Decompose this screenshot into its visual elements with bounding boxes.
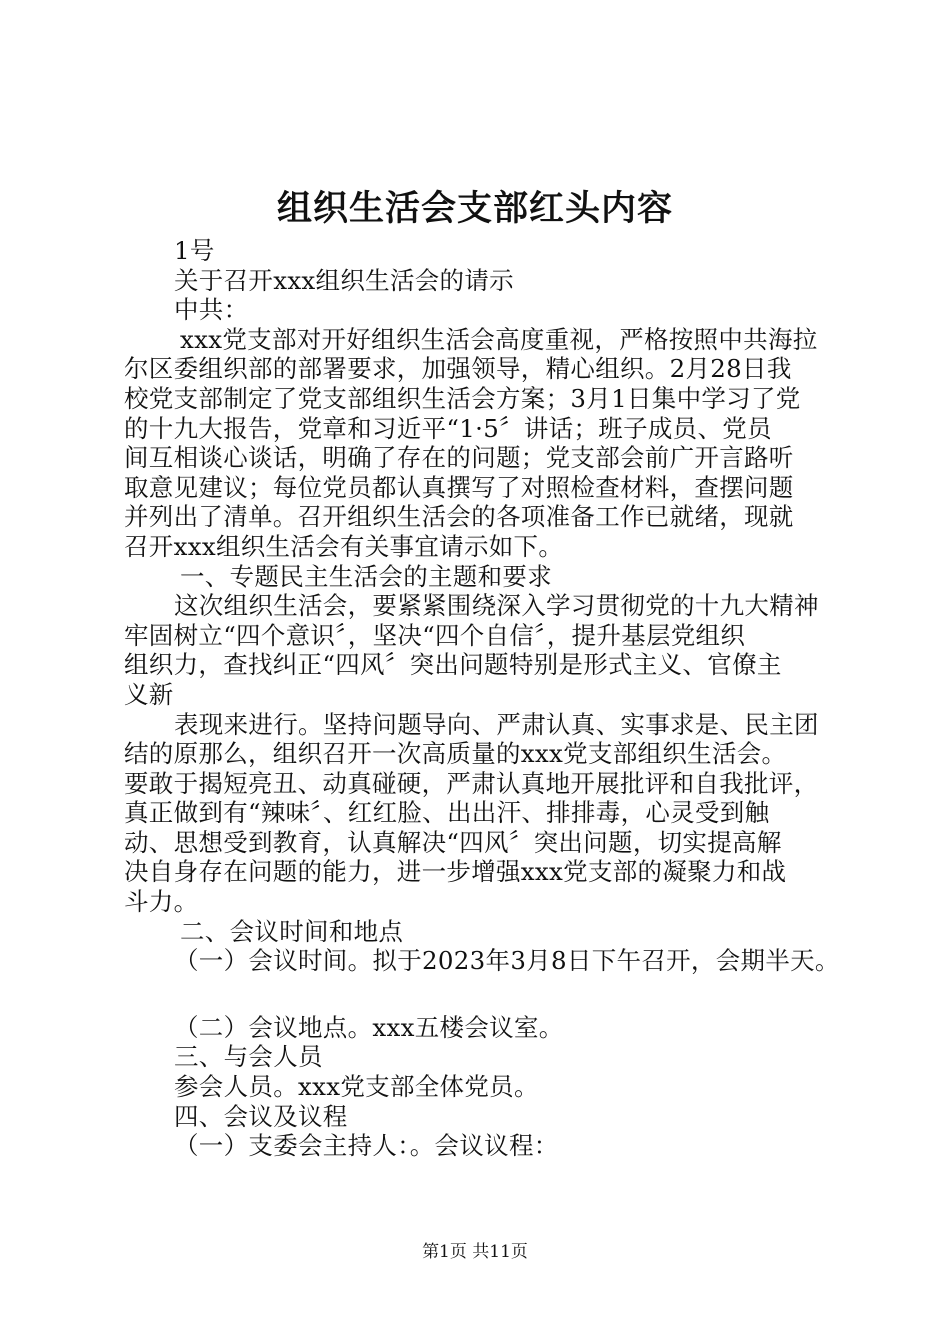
paragraph-line: 动、思想受到教育，认真解决“四风〞突出问题，切实提高解 — [124, 827, 782, 857]
paragraph-line: 斗力。 — [124, 887, 199, 917]
paragraph-line: 义新 — [124, 679, 174, 709]
paragraph-line: 真正做到有“辣味〞、红红脸、出出汗、排排毒，心灵受到触 — [124, 798, 770, 828]
meeting-place-item: （二）会议地点。xxx五楼会议室。 — [174, 1012, 564, 1042]
paragraph-line: 并列出了清单。召开组织生活会的各项准备工作已就绪，现就 — [124, 502, 794, 532]
page-number-footer: 第1页 共11页 — [422, 1242, 528, 1262]
document-title: 组织生活会支部红头内容 — [276, 188, 673, 229]
paragraph-line: 牢固树立“四个意识〞，坚决“四个自信〞，提升基层党组织 — [124, 620, 746, 650]
paragraph-line: 取意见建议；每位党员都认真撰写了对照检查材料，查摆问题 — [124, 472, 794, 502]
document-body — [124, 236, 840, 1161]
document-number: 1号 — [174, 236, 215, 265]
section-heading: 三、与会人员 — [174, 1042, 323, 1072]
paragraph-line: 要敢于揭短亮丑、动真碰硬，严肃认真地开展批评和自我批评， — [124, 768, 819, 798]
section-heading: 二、会议时间和地点 — [180, 916, 404, 946]
paragraph-line: 校党支部制定了党支部组织生活会方案；3月1日集中学习了党 — [124, 383, 801, 413]
agenda-item: （一）支委会主持人：。会议议程： — [174, 1131, 559, 1161]
attendees-item: 参会人员。xxx党支部全体党员。 — [174, 1072, 539, 1102]
paragraph-line: 召开xxx组织生活会有关事宜请示如下。 — [124, 531, 564, 561]
section-heading: 一、专题民主生活会的主题和要求 — [180, 561, 552, 591]
paragraph-line: 间互相谈心谈话，明确了存在的问题；党支部会前广开言路听 — [124, 443, 794, 473]
paragraph-line: 结的原那么，组织召开一次高质量的xxx党支部组织生活会。 — [124, 739, 787, 769]
blank-line — [124, 976, 840, 1013]
paragraph-line: xxx党支部对开好组织生活会高度重视，严格按照中共海拉 — [180, 324, 818, 354]
meeting-time-item: （一）会议时间。拟于2023年3月8日下午召开，会期半天。 — [174, 946, 840, 976]
paragraph-line: 组织力，查找纠正“四风〞突出问题特别是形式主义、官僚主 — [124, 650, 782, 680]
paragraph-line: 这次组织生活会，要紧紧围绕深入学习贯彻党的十九大精神 — [174, 591, 819, 621]
document-subject: 关于召开xxx组织生活会的请示 — [174, 265, 514, 295]
paragraph-line: 的十九大报告，党章和习近平“1·5〞讲话；班子成员、党员 — [124, 413, 772, 443]
paragraph-line: 决自身存在问题的能力，进一步增强xxx党支部的凝聚力和战 — [124, 857, 787, 887]
section-heading: 四、会议及议程 — [174, 1101, 348, 1131]
paragraph-line: 尔区委组织部的部署要求，加强领导，精心组织。2月28日我 — [124, 354, 792, 384]
document-recipient: 中共： — [174, 295, 249, 325]
paragraph-line: 表现来进行。坚持问题导向、严肃认真、实事求是、民主团 — [174, 709, 819, 739]
